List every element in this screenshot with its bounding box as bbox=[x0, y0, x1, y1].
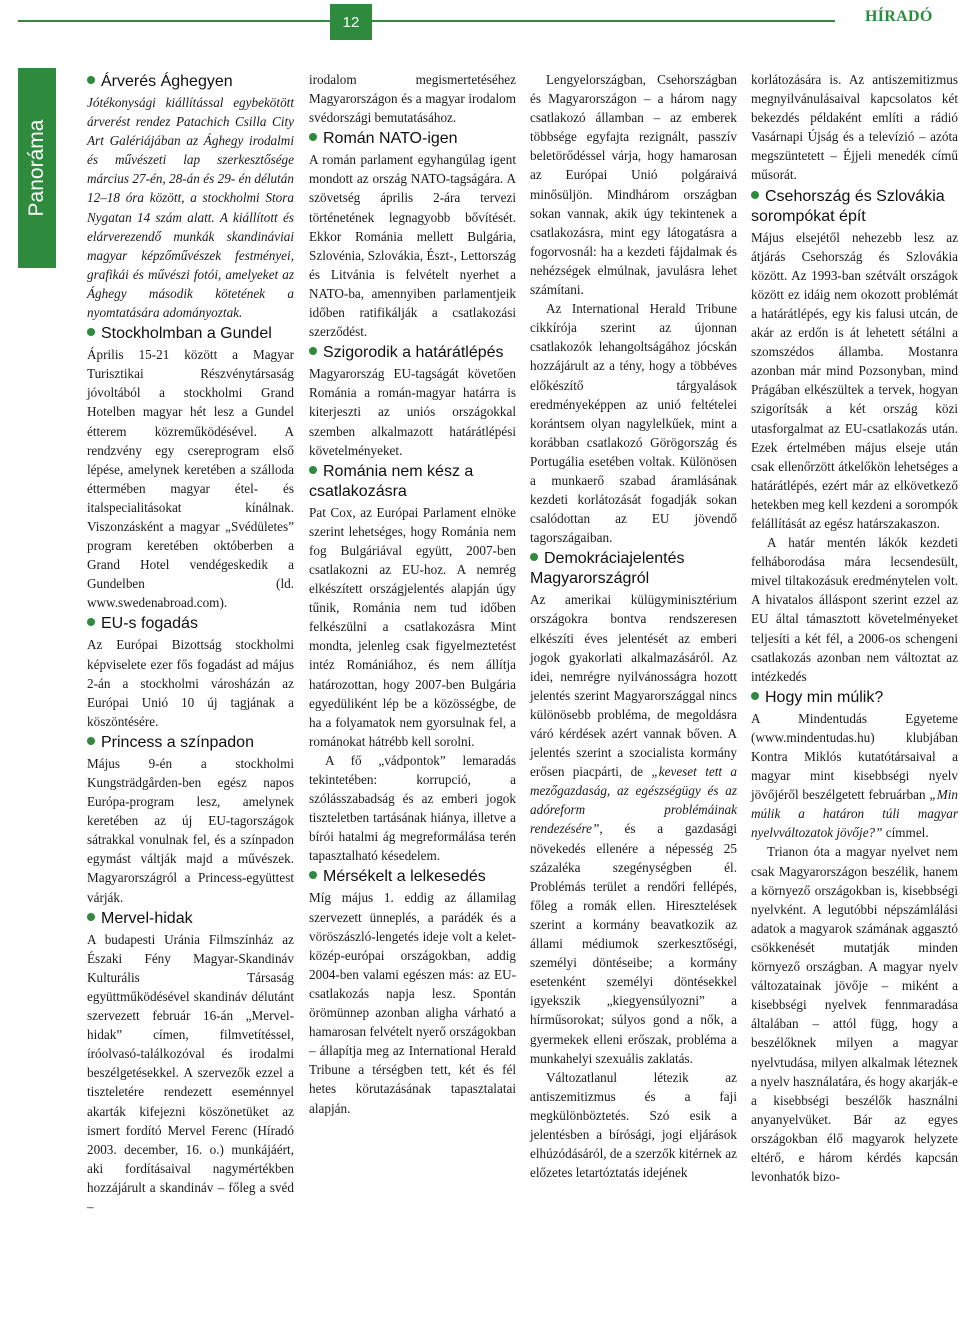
bullet-icon bbox=[87, 618, 95, 626]
column-1 bbox=[87, 70, 294, 1216]
article-heading: Hogy min múlik? bbox=[751, 688, 958, 708]
article-body: A határ mentén lákók kezdeti felháborodása mára lecsendesült, mivel tiltakozásuk eredménytelen volt. A hivatalos álláspont szerint ezzel az EU által támasztott követelményeket teljesíti a két fél, a 2006-os schengeni csatlakozás azonban nem változtat az intézkedés bbox=[751, 535, 958, 684]
article-body: Az International Herald Tribune cikkírója szerint az újonnan csatlakozók lehangoltságához jócskán hozzájárult az a tény, hogy a többéves előkészítő tárgyalások eredményeképpen az unió feltételei korántsem olyan nagylelkűek, mint a korábban csatlakozó Görögország és Portugália esetében voltak. Különösen a munkaerő szabad áramlásának kezdeti korlátozását fogadják sokan csalódottan az EU jövendő tagországaiban. bbox=[530, 301, 737, 546]
bullet-icon bbox=[751, 191, 759, 199]
article-body: korlátozására is. Az antiszemitizmus megnyilvánulásaival kapcsolatos két bekezdés példaként említi a rádió Vasárnapi Újság és a televízió – azóta megszüntetett – Éjjeli menedék című műsorát. bbox=[751, 72, 958, 183]
article-body: Az amerikai külügyminisztérium országokra bontva rendszeresen elkészíti éves jelentését az emberi jogok gyakorlati alkalmazásáról. Az idei, nemrégre nyilvánosságra hozott jelentés szerint Magyarországgal nincs különösebb probléma, de megoldásra váró kérdések azért vannak bőven. A jelentés szerint a szocialista kormány erősen piacpárti, de „keveset tett a mezőgazdaság, az egészségügy és az adóreform problémáinak rendezésére”, és a gazdasági növekedés ellenére a népesség 25 százaléka szegénységben él. Problémás terület a rendőri fellépés, főleg a romák ellen. Hiresztelések szerint a kormány beavatkozik az állami médiumok szerkesztőségi, személyi döntéseibe; a kormány esetenként személyi döntésekkel igyekszik „kiegyensúlyozni” a hírműsorokat; súlyos gond a nők, a gyermekek elleni erőszak, probléma a munkahelyi szexuális zaklatás. bbox=[530, 592, 738, 1066]
bullet-icon bbox=[87, 328, 95, 336]
article-body: A budapesti Uránia Filmszínház az Északi Fény Magyar-Skandináv Kulturális Társaság együttműködésével skandináv délutánt szervezett február 16-án „Mervel-hidak” címen, filmvetítéssel, íróolvasó-találkozóval és irodalmi beszélgetésekkel. A szervezők ezzel a tiszteletére rendezett eseménnyel akarták kifejezni köszönetüket az ismert fordító Mervel Ferenc (Híradó 2003. december, 16. o.) munkájáért, aki fordításaival nagymértékben hozzájárult a skandináv – főleg a svéd – bbox=[87, 931, 294, 1214]
article-body: A román parlament egyhangúlag igent mondott az ország NATO-tagságára. A szövetség április 2-ára tervezi történetének legnagyobb bővítését. Ekkor Románia mellett Bulgária, Szlovénia, Szlovákia, Észt-, Lettország és Litvánia is felvételt nyerhet a NATO-ba, amennyiben parlamentjeik időben ratifikálják a csatlakozási szerződést. bbox=[309, 152, 516, 340]
column-2 bbox=[309, 70, 516, 1118]
article-body: Magyarország EU-tagságát követően Románia a román-magyar határra is kiterjeszti az uniós országokkal szemben alkalmazott határátlépési követelményeket. bbox=[309, 366, 516, 458]
article-heading: Árverés Ághegyen bbox=[87, 72, 294, 92]
bullet-icon bbox=[309, 466, 317, 474]
bullet-icon bbox=[751, 692, 759, 700]
header-rule-right bbox=[370, 20, 835, 22]
article-heading: EU-s fogadás bbox=[87, 614, 294, 634]
section-label-text: Panoráma bbox=[25, 119, 48, 217]
article-heading: Csehország és Szlovákia sorompókat épít bbox=[751, 187, 945, 225]
quote: „keveset tett a mezőgazdaság, az egészségügy és az adóreform problémáinak rendezésére” bbox=[530, 764, 738, 837]
article-body: Május 9-én a stockholmi Kungsträdgården-ben egész napos Európa-program lesz, amelynek keretében az új EU-tagországok sátrakkal vonulnak fel, és a színpadon egymást váltják majd a művészek. Magyarországról a Princess-együttest várják. bbox=[87, 755, 294, 905]
bullet-icon bbox=[87, 913, 95, 921]
article-body: Április 15-21 között a Magyar Turisztikai Részvénytársaság jóvoltából a stockholmi Grand Hotelben magyar hét lesz a Gundel étterem közreműködésével. A rendzvény egy csereprogram első lépése, amelynek keretében a szálloda éttermében magyar étel- és italspecialitásokat kínálnak. Viszonzásként a magyar „Svédületes” program keretében októberben a Grand Hotel vendégeskedik a Gundelben (ld. www.swedenabroad.com). bbox=[87, 347, 294, 611]
article-body: A fő „vádpontok” lemaradás tekintetében: korrupció, a szólásszabadság és az emberi jogok tiszteletben tartásának hiánya, illetve a bírói hatalmi ág megreformálása terén tapasztalható késedelem. bbox=[309, 752, 516, 864]
article-body: irodalom megismertetéséhez Magyarországon és a magyar irodalom svédországi bemutatásához. bbox=[309, 72, 516, 126]
article-heading: Princess a színpadon bbox=[87, 733, 294, 753]
article-body: Pat Cox, az Európai Parlament elnöke szerint lehetséges, hogy Románia nem fog Bulgáriával együtt, 2007-ben csatlakozni az EU-hoz. A nemrég elkészített országjelentés alapján úgy tűnik, Románia nem tud időben felkészülni a csatlakozásra Mint mondta, jelenleg csak figyelmeztetést intéz Romániához, és nem állítja határozottan, hogy 2007-ben Bulgária egyedüliként lép be a közösségbe, de ha a folyamatok nem gyorsulnak fel, a románokat hátrébb kell sorolni. bbox=[309, 504, 516, 749]
article-heading: Románia nem kész a csatlakozásra bbox=[309, 462, 474, 500]
article-heading: Stockholmban a Gundel bbox=[87, 324, 294, 344]
article-body: Az Európai Bizottság stockholmi képviselete ezer fős fogadást ad május 2-án a stockholmi városházán az Európai Unió 10 új tagjának a köszöntésére. bbox=[87, 637, 294, 729]
column-4 bbox=[751, 70, 958, 1186]
article-heading: Mérsékelt a lelkesedés bbox=[309, 867, 516, 887]
bullet-icon bbox=[309, 133, 317, 141]
article-heading: Demokráciajelentés Magyarországról bbox=[530, 550, 685, 588]
page-number: 12 bbox=[330, 4, 372, 40]
bullet-icon bbox=[309, 347, 317, 355]
article-heading: Mervel-hidak bbox=[87, 909, 294, 929]
article-body: Míg május 1. eddig az államilag szervezett ünneplés, a parádék és a vöröszászló-lengetés ideje volt a kelet-közép-európai országokban, addig 2004-ben valami egészen más: az EU-csatlakozás napja lesz. Spontán örömünnep azonban aligha várható a hamarosan felvételt nyerő országokban – állapítja meg az International Herald Tribune a térségben tett, két és fél hetes körutazásának tapasztalatai alapján. bbox=[309, 890, 516, 1116]
article-body: Május elsejétől nehezebb lesz az átjárás Csehország és Szlovákia között. Az 1993-ban szétvált országok között ez idáig nem okozott problémát a határátlépés, egy kis falusi utcán, de akár az erdőn is át lehetett sétálni a szomszédos államba. Mostanra azonban már mind Pozsonyban, mind Prágában elkészültek a tervek, hogyan szigorítsák a két ország közi utasforgalmat az EU-csatlakozás után. Ezek értelmében május elseje után csak ellenőrzött átkelőkön lehetséges a határátlépés, ezért már az elkövetkező hetekben meg kell kezdeni a sorompók felállítását az egész határszakaszon. bbox=[751, 229, 958, 531]
article-heading: Román NATO-igen bbox=[309, 129, 516, 149]
bullet-icon bbox=[87, 76, 95, 84]
bullet-icon bbox=[309, 871, 317, 879]
article-body: A Mindentudás Egyeteme (www.mindentudas.hu) klubjában Kontra Miklós kutatótársaival a magyar mint kisebbségi nyelv jövőjéről beszélgetett februárban „Min múlik a határon túli magyar nyelvváltozatok jövője?” címmel. bbox=[751, 710, 958, 841]
column-3 bbox=[530, 70, 737, 1182]
section-label bbox=[18, 68, 56, 268]
article-body: Trianon óta a magyar nyelvet nem csak Magyarországon beszélik, hanem a környező országokban is, kisebbségi nyelvként. A legutóbbi népszámlálási adatok a magyarok számának aggasztó csökkenését mutatják minden környező országban. A magyar nyelv változatainak jövője – miként a kisebbségi nyelvek fennmaradása általában – attól függ, hogy a beszélőknek milyen a magyar nyelvtudása, milyen alkalmak léteznek a nyelv használatára, és hogy akarják-e a kisebbségi beszélők használni anyanyelvüket. Bár az egyes országokban élő magyarok helyzete eltérő, e három kérdés kapcsán levonhatók bizo- bbox=[751, 844, 958, 1185]
bullet-icon bbox=[530, 553, 538, 561]
article-body: Változatlanul létezik az antiszemitizmus és a faji megkülönböztetés. Szó esik a jelentésben a bírósági, jogi eljárások elhúzódásáról, de a szerzők kitérnek az előzetes letartóztatás idejének bbox=[530, 1069, 737, 1181]
bullet-icon bbox=[87, 737, 95, 745]
article-body: Jótékonysági kiállítással egybekötött árverést rendez Patachich Csilla City Art Galériájában az Ághegy irodalmi és művészeti lap szerkesztősége március 27-én, 28-án és 29- én délután 12–18 óra között, a stockholmi Stora Nygatan 14 szám alatt. A kiállított és elárverezendő munkák skandináviai magyar képzőművészek festményei, grafikái és művészi fotói, amelyeket az Ághegy második kötetének a nyomtatására adományoztak. bbox=[87, 95, 294, 321]
quote: „Min múlik a határon túli magyar nyelvváltozatok jövője?” bbox=[751, 787, 958, 841]
article-body: Lengyelországban, Csehországban és Magyarországon – a három nagy csatlakozó államban – az emberek többsége egyfajta rezignált, passzív beletörődéssel várja, hogy hamarosan az Európai Unió polgáraivá minősüljön. Mindhárom országban sokan vannak, akik úgy tekintenek a csatlakozásra, mint egy látogatásra a fogorvosnál: ha a kezdeti fájdalmak és nehézségek elmúlnak, javulásra lehet számítani. bbox=[530, 72, 737, 298]
article-heading: Szigorodik a határátlépés bbox=[309, 343, 516, 363]
header-rule-left bbox=[18, 20, 332, 22]
publication-name: HÍRADÓ bbox=[865, 8, 933, 25]
